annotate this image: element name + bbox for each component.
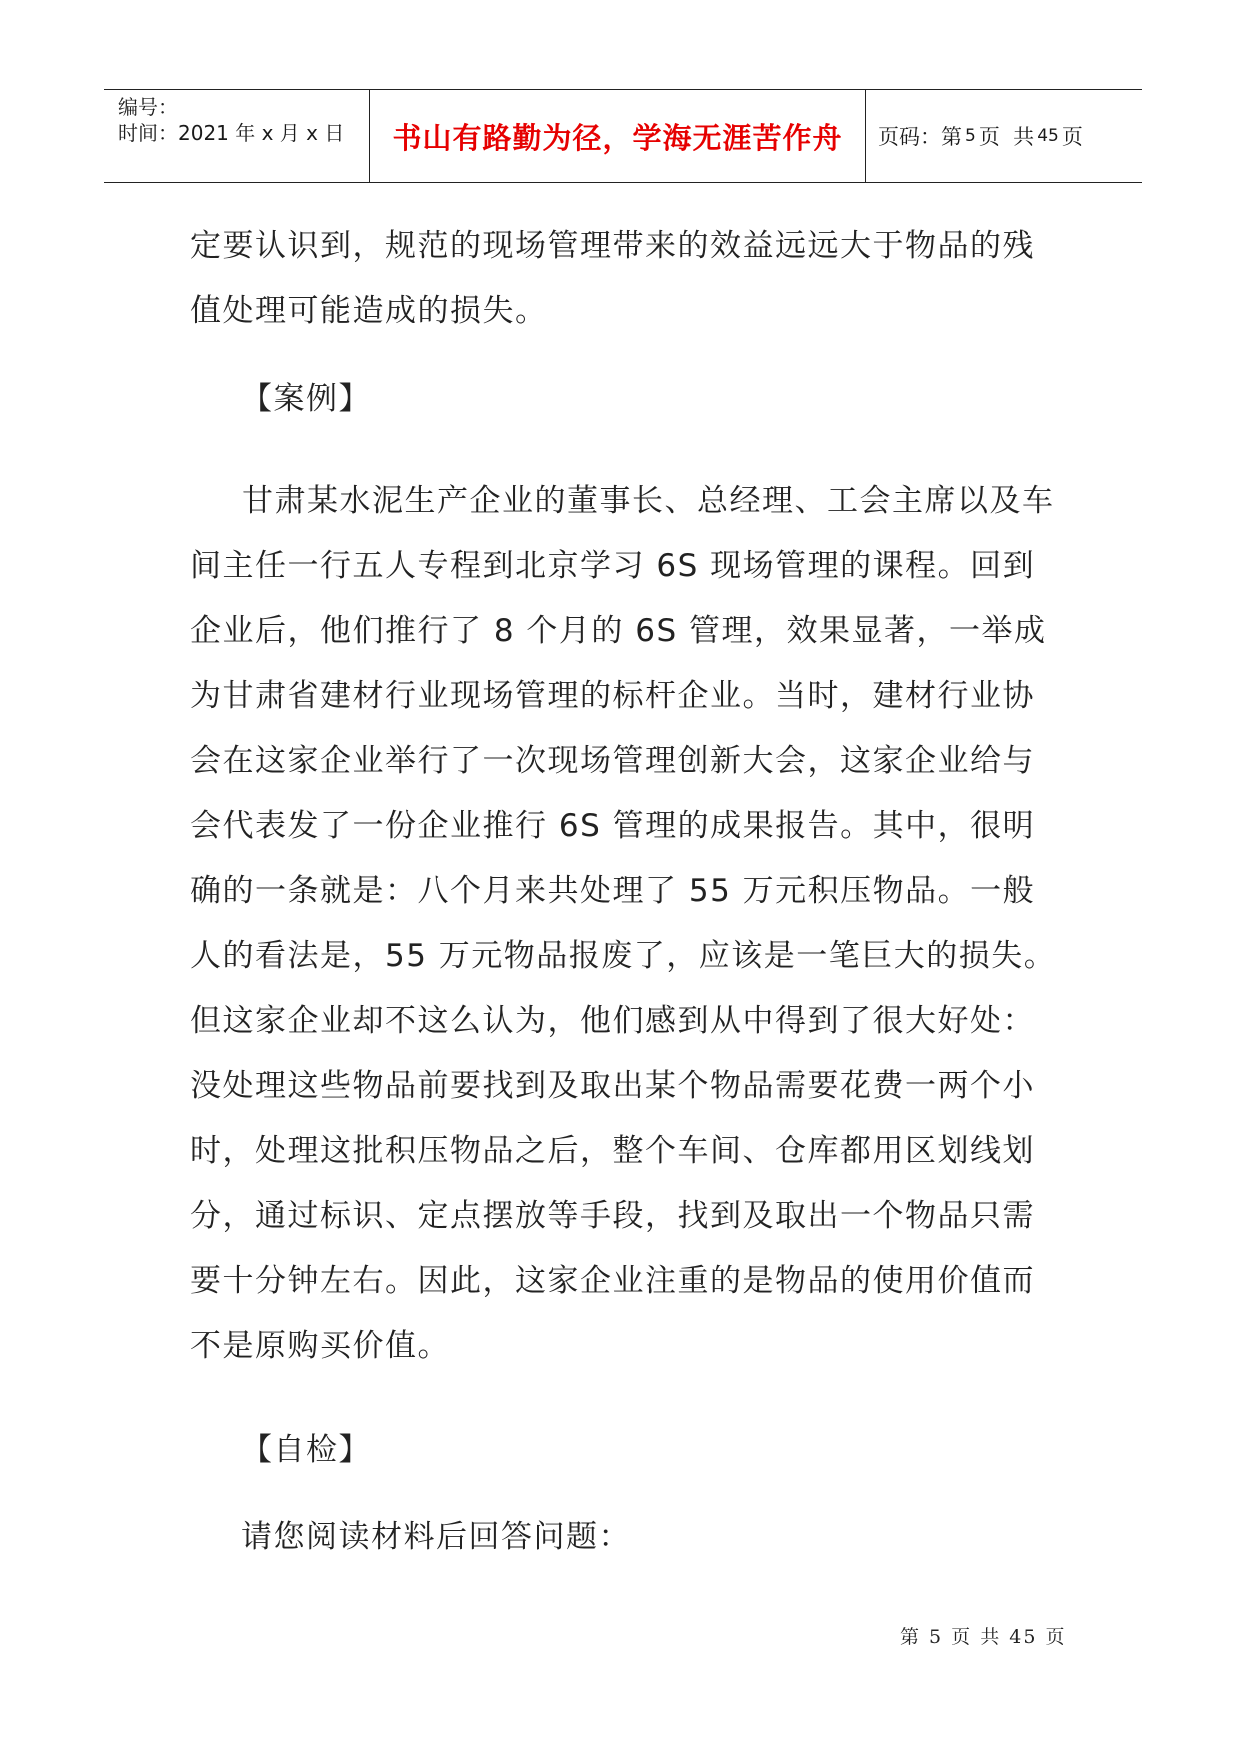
header-motto: 书山有路勤为径，学海无涯苦作舟 (392, 120, 843, 155)
header-page-current: 5 (965, 126, 976, 146)
header-meta-cell (104, 90, 370, 182)
selfcheck-heading: 【自检】 (241, 1432, 371, 1468)
continued-paragraph: 定要认识到，规范的现场管理带来的效益远远大于物品的残值处理可能造成的损失。 (190, 228, 1035, 329)
page-footer: 第 5 页 共 45 页 (900, 1626, 1067, 1648)
header-page-prefix: 页码：第 (878, 125, 962, 149)
header-motto-cell (370, 90, 866, 182)
case-heading: 【案例】 (241, 381, 371, 417)
header-page-suffix: 页 (1061, 125, 1083, 149)
document-number-label: 编号： (118, 95, 178, 119)
header-page-total: 45 (1037, 126, 1059, 146)
header-page-mid: 页 共 (978, 125, 1035, 149)
document-header (104, 89, 1142, 183)
document-time-label: 时间：2021 年 x 月 x 日 (118, 121, 345, 145)
header-page-cell (866, 90, 1142, 182)
question-intro: 请您阅读材料后回答问题： (241, 1519, 631, 1555)
case-paragraph: 甘肃某水泥生产企业的董事长、总经理、工会主席以及车间主任一行五人专程到北京学习 6S 现场管理的课程。回到企业后，他们推行了 8 个月的 6S 管理，效果显著，一举成为甘肃省建材行业现场管理的标杆企业。当时，建材行业协会在这家企业举行了一次现场管理创新大会，这家企业给与会代表发了一份企业推行 6S 管理的成果报告。其中，很明确的一条就是：八个月来共处理了 55 万元积压物品。一般人的看法是，55 万元物品报废了，应该是一笔巨大的损失。但这家企业却不这么认为，他们感到从中得到了很大好处：没处理这些物品前要找到及取出某个物品需要花费一两个小时，处理这批积压物品之后，整个车间、仓库都用区划线划分，通过标识、定点摆放等手段，找到及取出一个物品只需要十分钟左右。因此，这家企业注重的是物品的使用价值而不是原购买价值。 (190, 483, 1057, 1364)
